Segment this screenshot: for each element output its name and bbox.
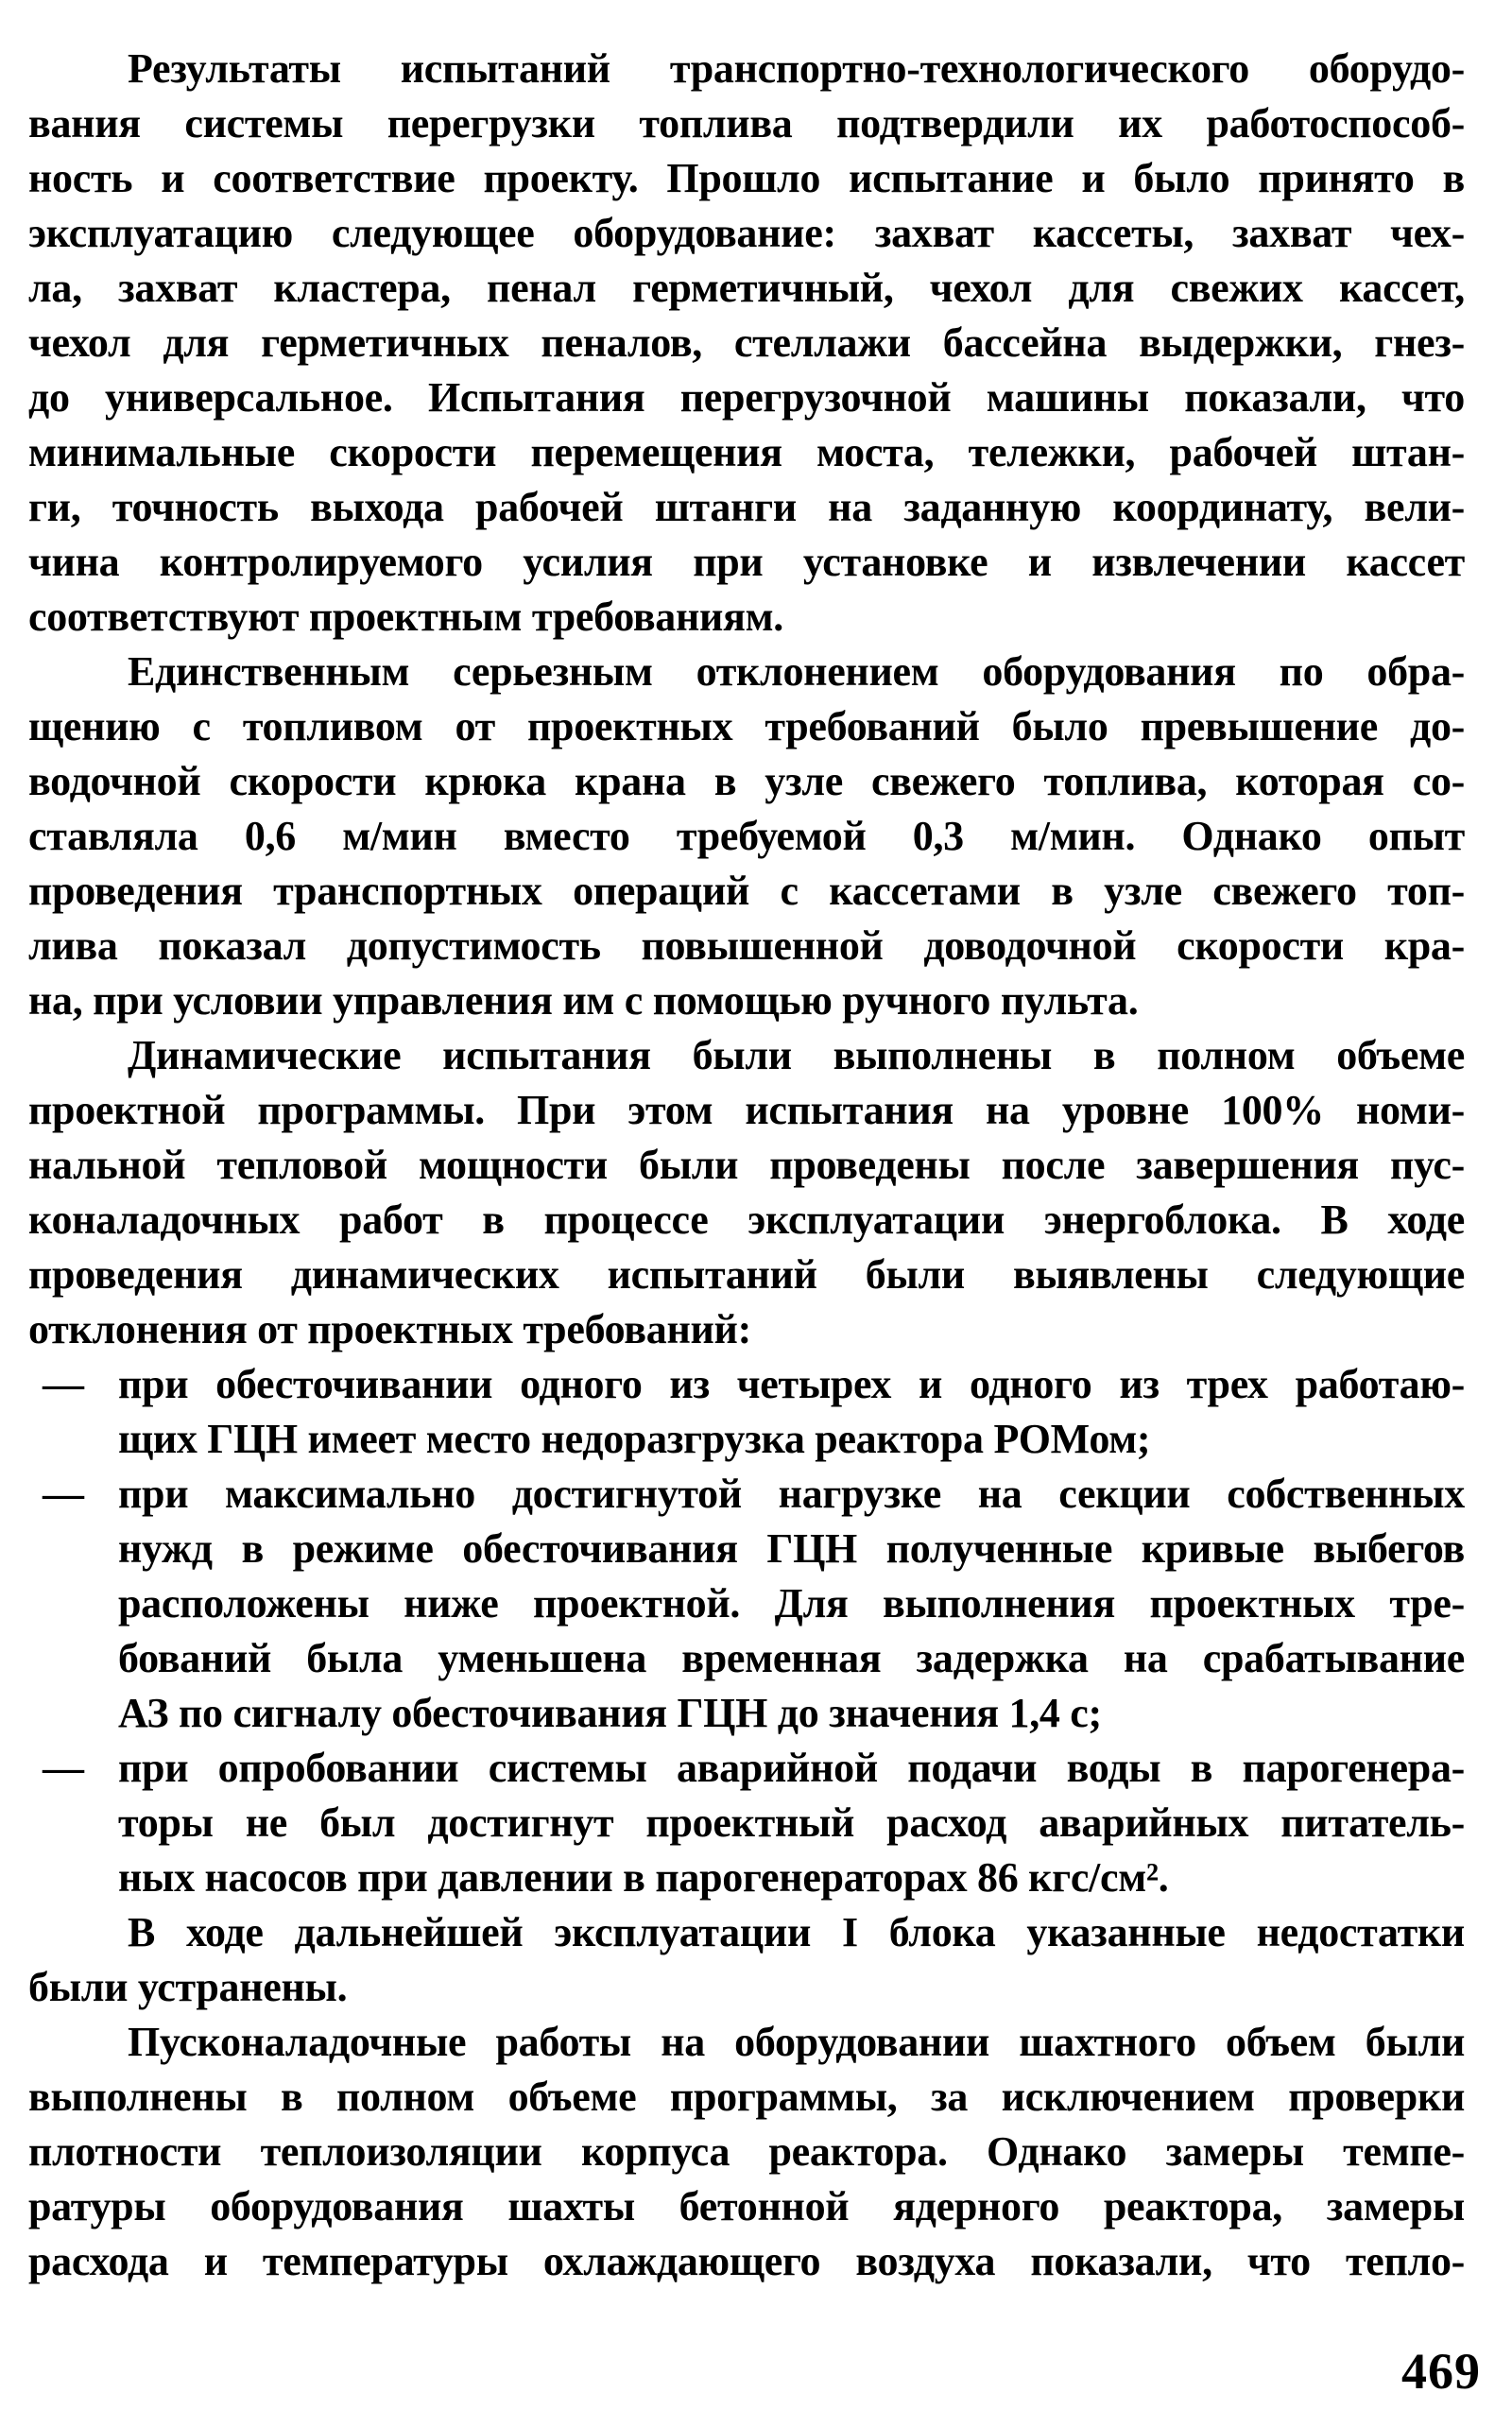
text-line: щих ГЦН имеет место недоразгрузка реактора РОМом; xyxy=(118,1416,1151,1462)
text-line: торы не был достигнут проектный расход аварийных питатель- xyxy=(118,1799,1465,1846)
text-line: чехол для герметичных пеналов, стеллажи бассейна выдержки, гнез- xyxy=(28,319,1465,366)
text-line: расхода и температуры охлаждающего воздуха показали, что тепло- xyxy=(28,2238,1465,2284)
text-line: ставляла 0,6 м/мин вместо требуемой 0,3 м/мин. Однако опыт xyxy=(28,813,1465,859)
paragraph xyxy=(28,645,1465,1028)
text-line: Результаты испытаний транспортно-технологического оборудо- xyxy=(128,45,1465,92)
text-line: чина контролируемого усилия при установке и извлечении кассет xyxy=(28,539,1465,585)
text-line: на, при условии управления им с помощью ручного пульта. xyxy=(28,977,1139,1024)
text-line: нальной тепловой мощности были проведены после завершения пус- xyxy=(28,1142,1465,1188)
text-line: Динамические испытания были выполнены в полном объеме xyxy=(128,1032,1465,1078)
text-line: были устранены. xyxy=(28,1964,348,2010)
text-line: вания системы перегрузки топлива подтвердили их работоспособ- xyxy=(28,100,1465,146)
text-line: проведения транспортных операций с кассетами в узле свежего топ- xyxy=(28,868,1465,914)
paragraph xyxy=(28,1905,1465,2015)
text-line: ратуры оборудования шахты бетонной ядерного реактора, замеры xyxy=(28,2183,1465,2229)
text-line: щению с топливом от проектных требований было превышение до- xyxy=(28,703,1465,749)
text-line: эксплуатацию следующее оборудование: захват кассеты, захват чех- xyxy=(28,210,1465,256)
text-line: ги, точность выхода рабочей штанги на заданную координату, вели- xyxy=(28,484,1465,530)
paragraph xyxy=(28,42,1465,645)
text-line: водочной скорости крюка крана в узле свежего топлива, которая со- xyxy=(28,758,1465,804)
text-line: нужд в режиме обесточивания ГЦН полученные кривые выбегов xyxy=(118,1525,1465,1572)
text-line: проведения динамических испытаний были выявлены следующие xyxy=(28,1251,1465,1298)
text-line: Пусконаладочные работы на оборудовании шахтного объем были xyxy=(128,2019,1465,2065)
text-line: при обесточивании одного из четырех и одного из трех работаю- xyxy=(118,1361,1465,1407)
text-line: при максимально достигнутой нагрузке на секции собственных xyxy=(118,1471,1465,1517)
text-line: лива показал допустимость повышенной доводочной скорости кра- xyxy=(28,922,1465,969)
text-line: до универсальное. Испытания перегрузочной машины показали, что xyxy=(28,374,1465,421)
dash-marker: — xyxy=(43,1361,84,1407)
list-item xyxy=(28,1467,1465,1741)
text-line: проектной программы. При этом испытания на уровне 100% номи- xyxy=(28,1087,1465,1133)
page-number: 469 xyxy=(1401,2343,1481,2400)
text-line: плотности теплоизоляции корпуса реактора. Однако замеры темпе- xyxy=(28,2128,1465,2175)
text-line: при опробовании системы аварийной подачи воды в парогенера- xyxy=(118,1745,1465,1791)
dash-marker: — xyxy=(43,1471,84,1517)
text-line: минимальные скорости перемещения моста, тележки, рабочей штан- xyxy=(28,429,1465,475)
text-line: отклонения от проектных требований: xyxy=(28,1306,751,1352)
list-item xyxy=(28,1357,1465,1467)
text-line: ла, захват кластера, пенал герметичный, чехол для свежих кассет, xyxy=(28,265,1465,311)
text-line: коналадочных работ в процессе эксплуатации энергоблока. В ходе xyxy=(28,1196,1465,1243)
text-block xyxy=(28,42,1465,2289)
text-line: бований была уменьшена временная задержка на срабатывание xyxy=(118,1635,1465,1681)
text-line: В ходе дальнейшей эксплуатации I блока указанные недостатки xyxy=(128,1909,1465,1955)
text-line: выполнены в полном объеме программы, за исключением проверки xyxy=(28,2074,1465,2120)
text-line: Единственным серьезным отклонением оборудования по обра- xyxy=(128,648,1465,695)
dash-marker: — xyxy=(43,1745,84,1791)
text-line: АЗ по сигналу обесточивания ГЦН до значения 1,4 с; xyxy=(118,1690,1102,1736)
text-line: расположены ниже проектной. Для выполнения проектных тре- xyxy=(118,1580,1465,1627)
text-line: соответствуют проектным требованиям. xyxy=(28,594,783,640)
paragraph xyxy=(28,1028,1465,1357)
text-line: ность и соответствие проекту. Прошло испытание и было принято в xyxy=(28,155,1465,201)
list-item xyxy=(28,1741,1465,1905)
text-line: ных насосов при давлении в парогенераторах 86 кгс/см². xyxy=(118,1854,1169,1901)
paragraph xyxy=(28,2015,1465,2289)
